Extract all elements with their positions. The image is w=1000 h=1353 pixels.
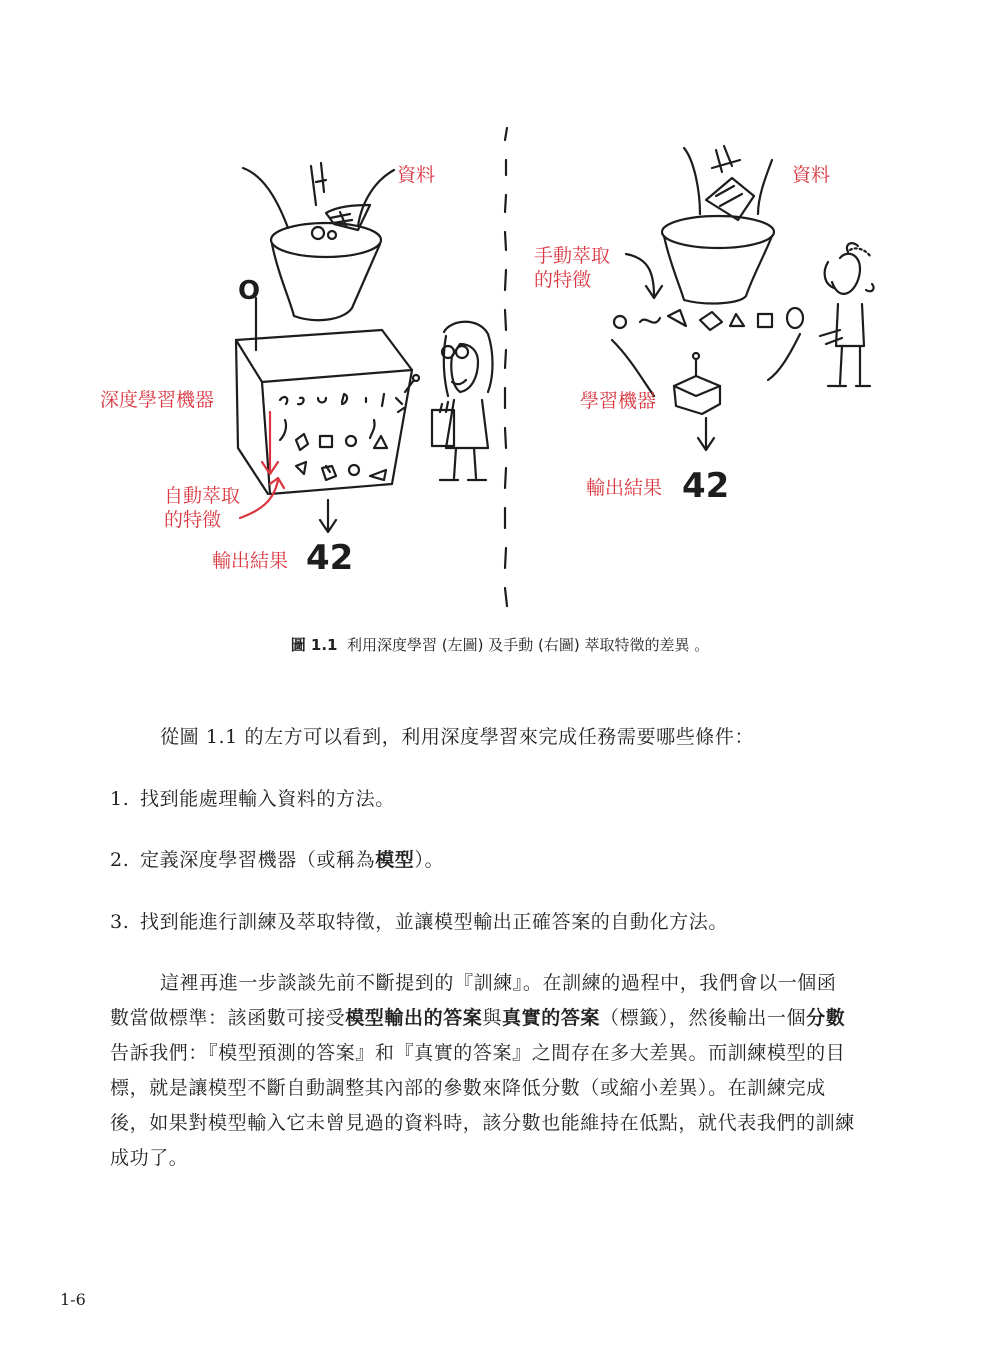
right-data-label: 資料: [792, 164, 831, 186]
left-auto-feature-line1: 自動萃取: [164, 485, 241, 507]
para-bold-1: 模型輸出的答案: [345, 1007, 483, 1029]
list-text-post: ）。: [414, 849, 445, 871]
caption-label: 圖 1.1: [290, 636, 338, 654]
list-num: 1.: [110, 788, 130, 810]
list-text: 找到能進行訓練及萃取特徵，並讓模型輸出正確答案的自動化方法。: [140, 911, 729, 933]
figure-divider: [505, 128, 507, 606]
right-manual-feature-line2: 的特徵: [534, 269, 592, 291]
list-text-pre: 定義深度學習機器（或稱為: [140, 849, 376, 871]
figure-caption: [0, 634, 1000, 655]
para-bold-2: 真實的答案: [502, 1007, 601, 1029]
list-item-3: [110, 905, 870, 940]
left-machine-label: 深度學習機器: [100, 389, 215, 411]
training-paragraph: [110, 966, 855, 1176]
list-num: 3.: [110, 911, 130, 933]
para-text-3: （標籤），然後輸出一個: [600, 1007, 807, 1029]
para-text-1: 這裡再進一步談談先前不斷提到的『訓練』。在訓練的過程中，我們會以一個函數當做標準：該函數可接受: [110, 972, 837, 1029]
right-output-label: 輸出結果: [586, 477, 663, 499]
para-bold-3: 分數: [806, 1007, 846, 1029]
left-data-label: 資料: [397, 164, 436, 186]
figure-1-1: [0, 0, 1000, 620]
list-text: 找到能處理輸入資料的方法。: [140, 788, 395, 810]
intro-paragraph: 從圖 1.1 的左方可以看到，利用深度學習來完成任務需要哪些條件：: [160, 726, 755, 748]
list-item-1: [110, 782, 870, 817]
para-text-4: 告訴我們：『模型預測的答案』和『真實的答案』之間存在多大差異。而訓練模型的目標，就是讓模型不斷自動調整其內部的參數來降低分數（或縮小差異）。在訓練完成後，如果對模型輸入它未曾見過的資料時，該分數也能維持在低點，就代表我們的訓練成功了。: [110, 1042, 855, 1169]
right-machine-label: 學習機器: [580, 390, 657, 412]
left-auto-feature-line2: 的特徵: [164, 509, 222, 531]
list-item-2: [110, 843, 870, 878]
page-number: 1-6: [60, 1290, 86, 1309]
list-num: 2.: [110, 849, 130, 871]
caption-text: 利用深度學習 (左圖) 及手動 (右圖) 萃取特徵的差異 。: [347, 636, 710, 654]
left-output-value: 42: [306, 538, 354, 578]
left-o-label: O: [238, 276, 261, 306]
left-output-label: 輸出結果: [212, 550, 289, 572]
right-output-value: 42: [682, 466, 730, 506]
right-manual-feature-line1: 手動萃取: [534, 245, 611, 267]
list-text-bold: 模型: [375, 849, 415, 871]
para-text-2: 與: [482, 1007, 503, 1029]
figure-drawing: [0, 0, 1000, 620]
